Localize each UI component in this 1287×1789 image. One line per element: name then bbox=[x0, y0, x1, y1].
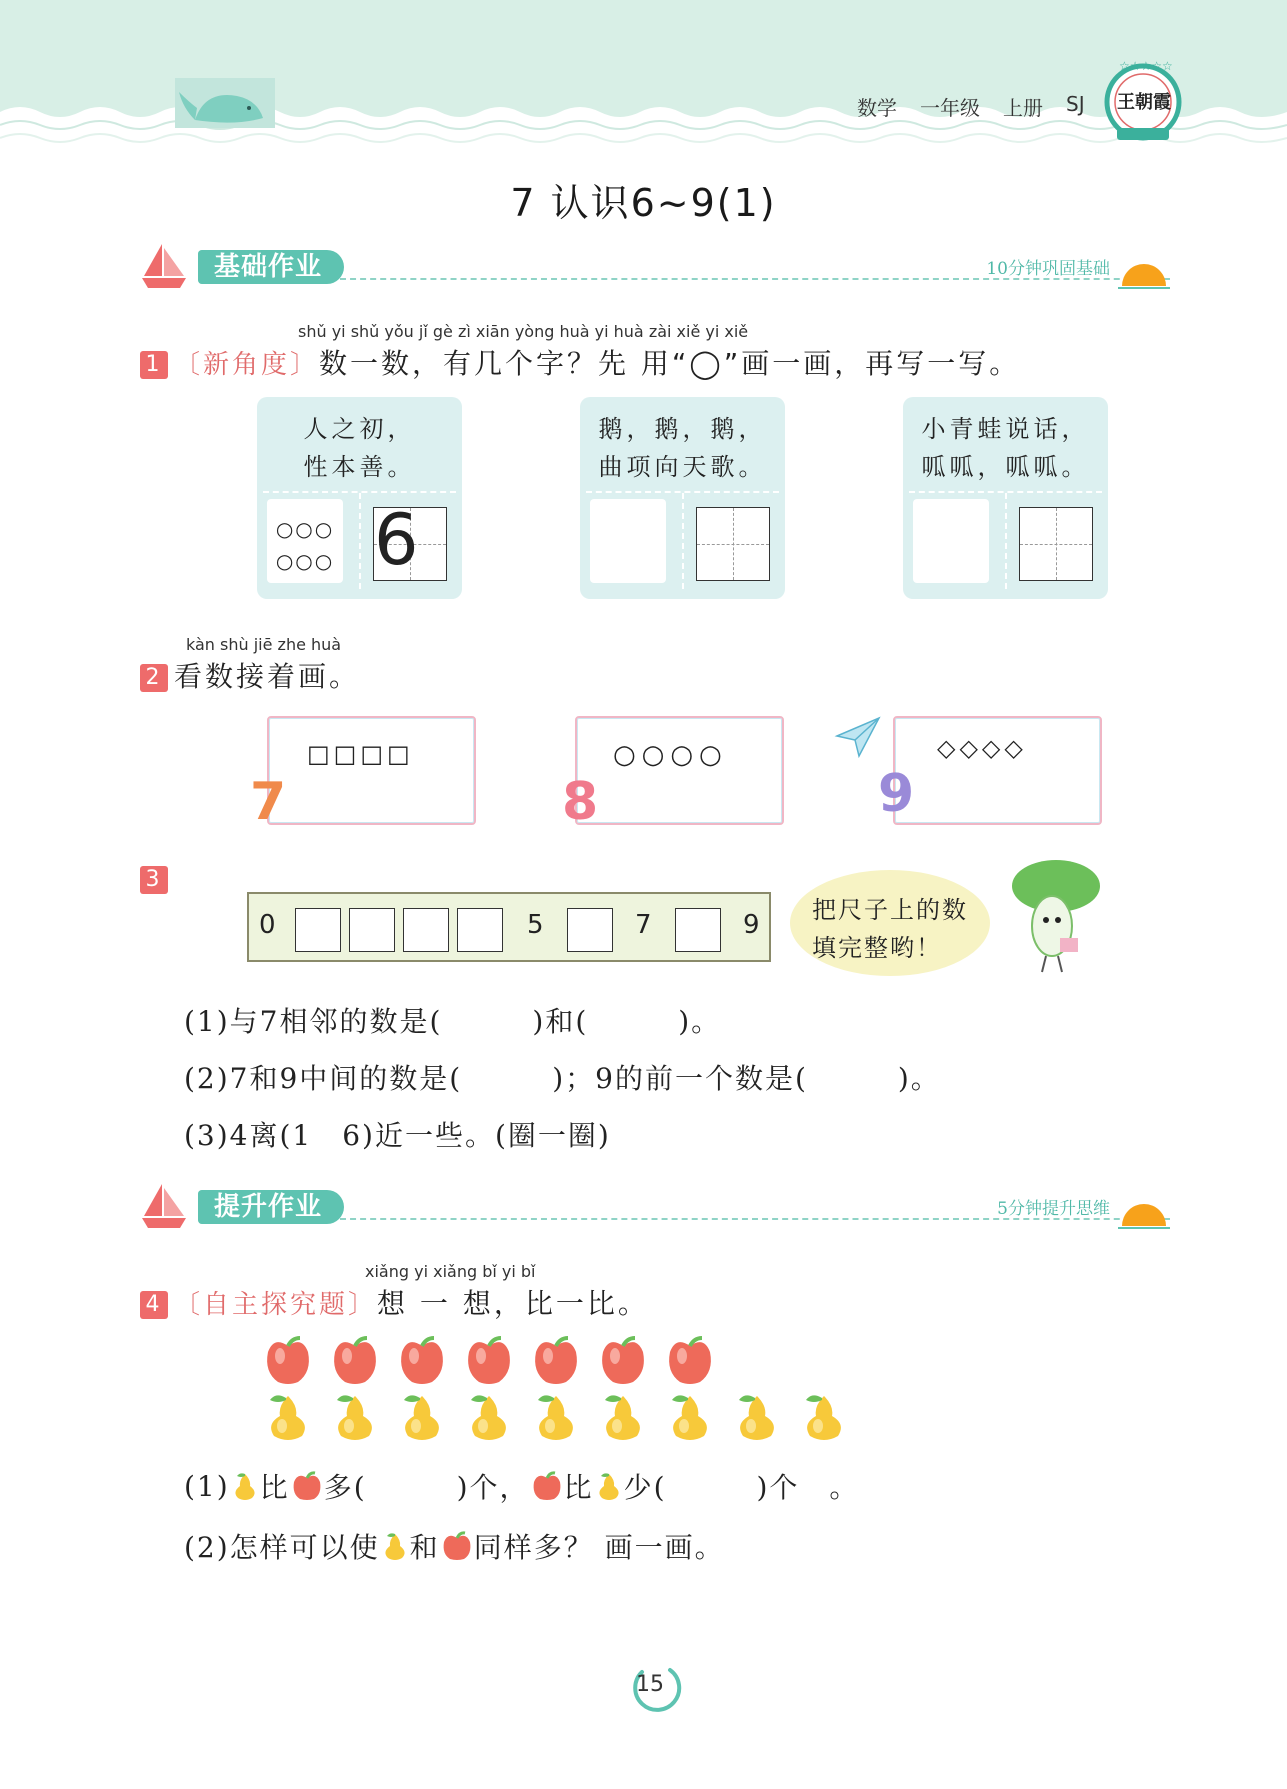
page-number: 15 bbox=[636, 1672, 664, 1697]
cabbage-mascot-icon bbox=[1000, 856, 1104, 976]
sunrise-icon bbox=[1116, 1196, 1172, 1232]
ruler-number: 7 bbox=[635, 910, 652, 940]
section-banner-basic bbox=[140, 240, 1180, 300]
pear-icon bbox=[731, 1390, 783, 1444]
pear-icon bbox=[262, 1390, 314, 1444]
sunrise-icon bbox=[1116, 256, 1172, 292]
sub-text: 和 bbox=[409, 1531, 440, 1564]
pear-icon bbox=[380, 1530, 410, 1562]
writing-grid[interactable] bbox=[1019, 507, 1093, 581]
question-tag: 〔自主探究题〕 bbox=[174, 1290, 378, 1320]
draw-frame-7[interactable] bbox=[267, 716, 476, 825]
q2-prompt bbox=[140, 655, 360, 695]
logo bbox=[1103, 58, 1183, 144]
q1-pinyin: shǔ yi shǔ yǒu jǐ gè zì xiān yòng huà yi huà zài xiě yi xiě bbox=[298, 322, 749, 341]
sub-text: 比 bbox=[563, 1471, 594, 1504]
subject-label: 数学 bbox=[857, 96, 897, 120]
q2-pinyin: kàn shù jiē zhe huà bbox=[186, 635, 342, 654]
ruler-blank[interactable] bbox=[457, 908, 503, 952]
apple-icon bbox=[440, 1530, 474, 1562]
section-time-tag: 10分钟巩固基础 bbox=[986, 259, 1110, 279]
writing-grid[interactable] bbox=[696, 507, 770, 581]
apple-icon bbox=[664, 1334, 716, 1388]
whale-icon bbox=[175, 78, 275, 128]
sailboat-icon bbox=[140, 240, 190, 290]
divider bbox=[1005, 493, 1007, 589]
pear-icon bbox=[798, 1390, 850, 1444]
ruler-blank[interactable] bbox=[567, 908, 613, 952]
q3-prompt bbox=[140, 862, 174, 895]
shape-pattern: ○○○○ bbox=[613, 740, 728, 770]
svg-text:☆☆☆☆☆: ☆☆☆☆☆ bbox=[1119, 59, 1173, 73]
sub-text: 少( )个 。 bbox=[623, 1471, 860, 1504]
logo-text: 王朝霞 bbox=[1117, 92, 1171, 113]
ruler-number: 5 bbox=[527, 910, 544, 940]
section-label: 提升作业 bbox=[198, 1190, 344, 1224]
poem-line: 鹅，鹅，鹅， bbox=[598, 415, 767, 443]
q1-prompt bbox=[140, 342, 1020, 382]
sub-text: 同样多？ 画一画。 bbox=[473, 1531, 725, 1564]
writing-grid[interactable] bbox=[373, 499, 447, 581]
shape-pattern: ◇◇◇◇ bbox=[937, 734, 1027, 762]
edition-label: SJ bbox=[1066, 92, 1085, 116]
section-time-tag: 5分钟提升思维 bbox=[997, 1199, 1110, 1219]
apple-icon bbox=[329, 1334, 381, 1388]
paper-plane-icon bbox=[833, 714, 883, 764]
question-text: 看数接着画。 bbox=[174, 660, 361, 693]
poem-line: 性本善。 bbox=[303, 453, 416, 481]
question-text: 想 一 想，比一比。 bbox=[377, 1287, 649, 1320]
question-text: 数一数，有几个字？先 用“◯”画一画，再写一写。 bbox=[319, 347, 1021, 380]
apple-icon bbox=[463, 1334, 515, 1388]
pear-icon bbox=[530, 1390, 582, 1444]
sub-text: 比 bbox=[259, 1471, 290, 1504]
poem-card-3 bbox=[903, 397, 1108, 599]
poem-line: 呱呱，呱呱。 bbox=[921, 453, 1090, 481]
shape-pattern: □□□□ bbox=[307, 740, 414, 768]
pear-icon bbox=[594, 1470, 624, 1502]
q4-sub-2 bbox=[184, 1526, 725, 1566]
section-banner-advanced bbox=[140, 1180, 1180, 1240]
q4-prompt bbox=[140, 1282, 649, 1322]
poem-line: 曲项向天歌。 bbox=[598, 453, 767, 481]
q3-sub-3: (3)4离(1 6)近一些。(圈一圈) bbox=[184, 1119, 611, 1152]
circle-marks: ○○○ ○○○ bbox=[275, 517, 335, 573]
apple-icon bbox=[530, 1470, 564, 1502]
pear-icon bbox=[597, 1390, 649, 1444]
q4-sub-1 bbox=[184, 1466, 859, 1506]
frame-number: 9 bbox=[878, 764, 915, 824]
poem-card-1 bbox=[257, 397, 462, 599]
grade-label: 一年级 bbox=[920, 96, 980, 120]
q3-sub-2: (2)7和9中间的数是( )；9的前一个数是( )。 bbox=[184, 1062, 941, 1095]
circle-count-box[interactable] bbox=[590, 499, 666, 583]
poem-line: 小青蛙说话， bbox=[921, 415, 1090, 443]
apple-icon bbox=[530, 1334, 582, 1388]
question-number: 1 bbox=[140, 351, 168, 379]
bubble-text: 填完整哟！ bbox=[812, 934, 942, 962]
circle-count-box[interactable] bbox=[913, 499, 989, 583]
sub-text: (2)怎样可以使 bbox=[184, 1531, 380, 1564]
pear-icon bbox=[396, 1390, 448, 1444]
sub-text: (1) bbox=[184, 1469, 230, 1503]
pear-icon bbox=[230, 1470, 260, 1502]
pear-icon bbox=[463, 1390, 515, 1444]
frame-number: 7 bbox=[250, 772, 287, 832]
apple-icon bbox=[597, 1334, 649, 1388]
q3-sub-1: (1)与7相邻的数是( )和( )。 bbox=[184, 1005, 722, 1038]
apple-icon bbox=[290, 1470, 324, 1502]
speech-bubble bbox=[790, 870, 990, 976]
divider bbox=[359, 493, 361, 589]
sub-text: 多( )个， bbox=[323, 1471, 530, 1504]
question-number: 4 bbox=[140, 1291, 168, 1319]
frame-number: 8 bbox=[562, 772, 599, 832]
ruler-blank[interactable] bbox=[675, 908, 721, 952]
volume-label: 上册 bbox=[1003, 96, 1043, 120]
apple-icon bbox=[262, 1334, 314, 1388]
bubble-text: 把尺子上的数 bbox=[812, 896, 968, 924]
ruler-blank[interactable] bbox=[403, 908, 449, 952]
question-number: 3 bbox=[140, 866, 168, 894]
ruler-blank[interactable] bbox=[349, 908, 395, 952]
ruler-number: 0 bbox=[259, 910, 276, 940]
apple-icon bbox=[396, 1334, 448, 1388]
poem-line: 人之初， bbox=[303, 415, 416, 443]
poem-card-2 bbox=[580, 397, 785, 599]
question-tag: 〔新角度〕 bbox=[174, 350, 320, 380]
circle-count-box[interactable] bbox=[267, 499, 343, 583]
q4-pinyin: xiǎng yi xiǎng bǐ yi bǐ bbox=[365, 1262, 536, 1281]
divider bbox=[682, 493, 684, 589]
pear-icon bbox=[664, 1390, 716, 1444]
number-ruler bbox=[247, 892, 771, 962]
pear-icon bbox=[329, 1390, 381, 1444]
section-label: 基础作业 bbox=[198, 250, 344, 284]
sailboat-icon bbox=[140, 1180, 190, 1230]
draw-frame-8[interactable] bbox=[575, 716, 784, 825]
draw-frame-9[interactable] bbox=[893, 716, 1102, 825]
question-number: 2 bbox=[140, 664, 168, 692]
page-title: 7 认识6~9(1) bbox=[510, 181, 777, 225]
ruler-blank[interactable] bbox=[295, 908, 341, 952]
answer-digit: 6 bbox=[374, 499, 419, 581]
ruler-number: 9 bbox=[743, 910, 760, 940]
